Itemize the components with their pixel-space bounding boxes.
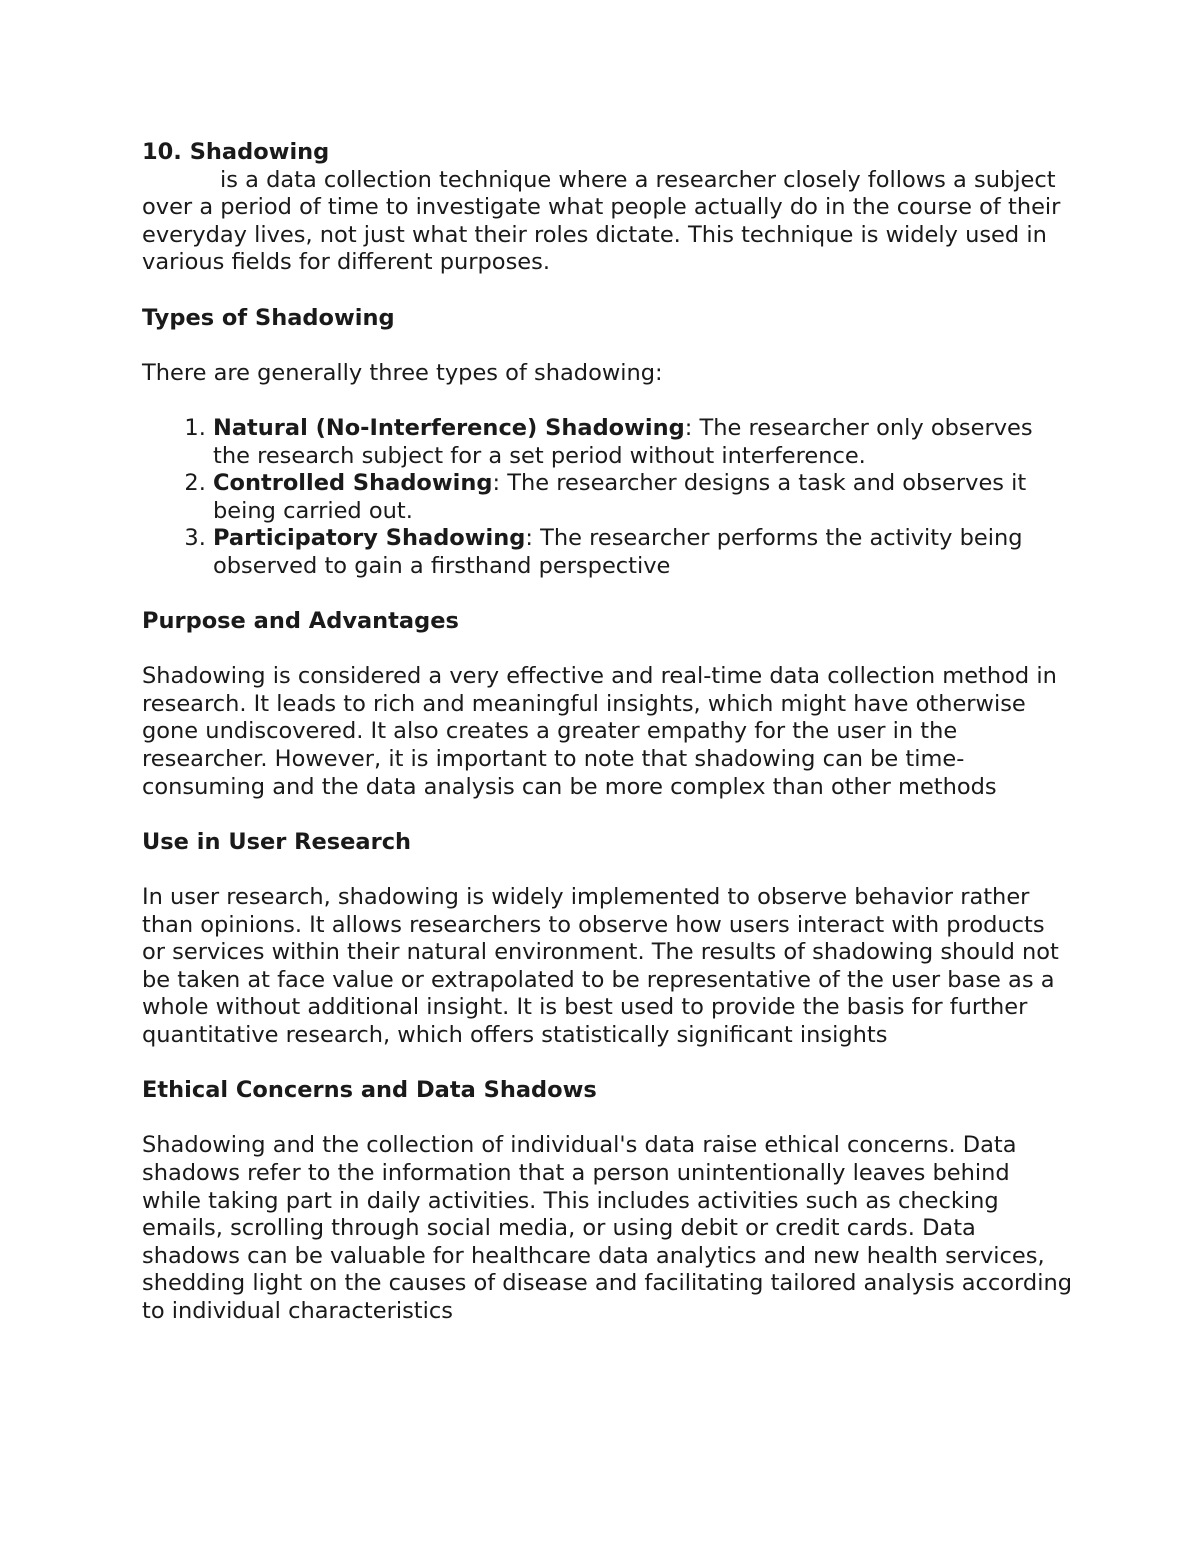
types-heading: Types of Shadowing: [142, 304, 395, 331]
types-lead: There are generally three types of shadowing:: [142, 359, 663, 386]
document-page: [142, 139, 1072, 1326]
list-item: [213, 415, 1072, 470]
types-list: [142, 415, 1072, 581]
type-term: Controlled Shadowing: [213, 470, 493, 497]
user-research-paragraph: In user research, shadowing is widely implemented to observe behavior rather than opinions. It allows researchers to observe how users interact with products or services within their natural environment. The results of shadowing should not be taken at face value or extrapolated to be representative of the user base as a whole without additional insight. It is best used to provide the basis for further quantitative research, which offers statistically significant insights: [142, 884, 1059, 1048]
purpose-paragraph: Shadowing is considered a very effective and real-time data collection method in research. It leads to rich and meaningful insights, which might have otherwise gone undiscovered. It also creates a greater empathy for the user in the researcher. However, it is important to note that shadowing can be time-consuming and the data analysis can be more complex than other methods: [142, 663, 1057, 800]
document-title: 10. Shadowing: [142, 139, 330, 165]
type-description: : The researcher designs a task and observes it being carried out.: [213, 470, 1027, 524]
list-item: [213, 525, 1072, 580]
purpose-heading: Purpose and Advantages: [142, 608, 459, 635]
ethics-heading: Ethical Concerns and Data Shadows: [142, 1077, 597, 1104]
user-research-heading: Use in User Research: [142, 828, 412, 855]
type-term: Participatory Shadowing: [213, 525, 526, 552]
type-term: Natural (No-Interference) Shadowing: [213, 414, 685, 441]
ethics-paragraph: Shadowing and the collection of individual's data raise ethical concerns. Data shadows refer to the information that a person unintentionally leaves behind while taking part in daily activities. This includes activities such as checking emails, scrolling through social media, or using debit or credit cards. Data shadows can be valuable for healthcare data analytics and new health services, shedding light on the causes of disease and facilitating tailored analysis according to individual characteristics: [142, 1132, 1072, 1324]
type-description: : The researcher only observes the research subject for a set period without interference.: [213, 414, 1033, 469]
list-item: [213, 470, 1072, 525]
type-description: : The researcher performs the activity being observed to gain a firsthand perspective: [213, 525, 1023, 579]
intro-paragraph: is a data collection technique where a researcher closely follows a subject over a period of time to investigate what people actually do in the course of their everyday lives, not just what their roles dictate. This technique is widely used in various fields for different purposes.: [142, 166, 1061, 276]
